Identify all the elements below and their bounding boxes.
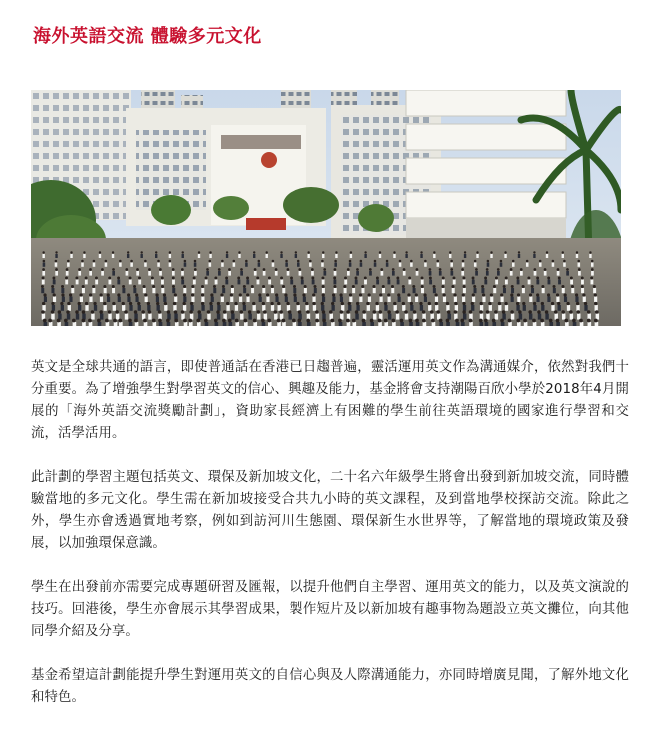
page-title: 海外英語交流 體驗多元文化: [33, 26, 262, 47]
school-assembly-photo: [31, 90, 621, 326]
paragraph-intro: 英文是全球共通的語言，即使普通話在香港已日趨普遍，靈活運用英文作為溝通媒介，依然對我們十分重要。為了增強學生對學習英文的信心、興趣及能力，基金將會支持潮陽百欣小學於2018年4月開展的「海外英語交流獎勵計劃」，資助家長經濟上有困難的學生前往英語環境的國家進行學習和交流，活學活用。: [31, 360, 629, 441]
paragraph-closing: 基金希望這計劃能提升學生對運用英文的自信心與及人際溝通能力，亦同時增廣見聞，了解外地文化和特色。: [31, 668, 629, 705]
paragraph-preparation: 學生在出發前亦需要完成專題研習及匯報，以提升他們自主學習、運用英文的能力，以及英文演說的技巧。回港後，學生亦會展示其學習成果，製作短片及以新加坡有趣事物為題設立英文攤位，向其他同學介紹及分享。: [31, 580, 629, 639]
paragraph-themes: 此計劃的學習主題包括英文、環保及新加坡文化，二十名六年級學生將會出發到新加坡交流，同時體驗當地的多元文化。學生需在新加坡接受合共九小時的英文課程，及到當地學校探訪交流。除此之外，學生亦會透過實地考察，例如到訪河川生態園、環保新生水世界等，了解當地的環境政策及發展，以加強環保意識。: [31, 470, 629, 551]
article-body: [31, 357, 629, 731]
